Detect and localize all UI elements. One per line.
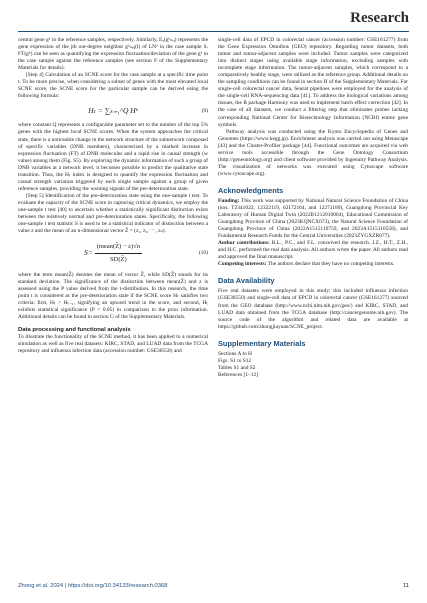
section-heading: Data Availability: [218, 276, 275, 286]
paragraph: Pathway analysis was conducted using the Kyoto Encyclopedia of Genes and Genomes (https://www.kegg.jp). Enrichment analysis was carried out using Metascape [43] and the Cluster-Profiler package [44]. Functional outcomes are acquired via web service tools accessible through the Gene Ontology Consortium (http://geneontology.org) and client software provided by Ingenuity Pathway Analysis. The visualization of networks was executed using Cytoscape software (www.cytoscape.org).: [218, 128, 408, 177]
equation-number: (9): [201, 108, 208, 115]
competing-interests: [218, 261, 408, 268]
section-heading: Data processing and functional analysis: [18, 326, 131, 333]
list-item: Tables S1 and S2: [218, 365, 256, 372]
right-column: [218, 37, 408, 380]
paragraph: where the term mean(Z̃) denotes the mean of vector Z̃, while SD(Z̃) stands for its standard deviation. The significance of the distinction between mean(Z̃) and z is assessed using the P value derived from the t-distribution. In this research, the time point t is considered as the pre-deterioration state if the SCNE score Hₜ satisfies two criteria: first, Hₜ > Hₜ₋₁, signifying an upward trend in the score, and second, Hₜ exhibits statistical significance (P < 0.05) in comparison to the prior information. Additional details can be found in section G of the Supplementary Materials.: [18, 272, 208, 321]
left-column: [18, 37, 208, 355]
footer-citation[interactable]: Zhong et al. 2024 | https://doi.org/10.34133/research.0368: [18, 583, 168, 589]
equation-number: (10): [198, 250, 208, 257]
equation-body: Hₜ = ∑ₖ₌₁^Q Hᵏ: [88, 106, 138, 116]
funding-text: This work was supported by National Natural Science Foundation of China (nos. T2341022, 12322119, 62172164, and 12271180), Guangdong Provincial Key Laboratory of Human Digital Twin (2022B1212010004), Educational Commission of Guangdong Province of China (2023KQNCX073), the Natural Science Foundation of Guangdong Province of China (2022A1515110759, and 2023A1515110558), and Fundamental Research Funds for the Central Universities (2023ZYGXZR077).: [218, 197, 408, 240]
paragraph: [Step 5] Identification of the pre-deterioration state using the one-sample t test. To evaluate the capacity of the SCNE score in capturing critical dynamics, we employ the one-sample t test [40] to ascertain whether a statistically significant distinction exists between the relatively normal and pre-deterioration states. Specifically, the following one-sample t test statistic S is used to be a statistical indicator of distinction between a value z and the mean of an n-dimensional vector Z̃ = (z₁, z₂, ⋯, zₙ).: [18, 192, 208, 235]
contributions-text: R.L., P.C., and F.L. conceived the research. J.Z., H.T., Z.H., and H.C. performed the real data analysis. All authors wrote the paper. All authors read and approved the final manuscript.: [218, 240, 409, 261]
fraction-numerator: (mean(Z̃) − z)√n: [95, 242, 142, 254]
list-item: Figs. S1 to S12: [218, 357, 252, 364]
equation-fraction: [95, 242, 142, 265]
paragraph: Five real datasets were employed in this study; this included influenza infection (GSE30550) and single-cell data of EPCD in colorectal cancer (GSE161277) sourced from the GEO database (http://www.ncbi.nlm.nih.gov/geo/) and KIRC, STAD, and LUAD data obtained from the TCGA database (http://cancergenome.nih.gov). The source code of the algorithm and related data are available at https://github.com/zhongjiayuan/SCNE_project.: [218, 288, 408, 330]
paragraph: where constant Q represents a configurable parameter set to the number of the top 5% genes with the highest local SCNE scores. When the system approaches the critical state, there is a noticeable change in the network structure of the subnetwork composed of specific variables (DNB members), characterized by a marked increase in expression fluctuation (FT) of DNB molecules and a rapid rise in causal strength (w value) among them (Fig. S5). By exploring the dynamic information of such a group of DNB variables at a network level, it becomes possible to predict the qualitative state transition. Thus, the Hₜ index is designed to quantify the expression fluctuation and causal strength variation triggered by each single sample against a group of given reference samples, providing the warning signals of the pre-deterioration state.: [18, 122, 208, 192]
equation-10: [18, 242, 208, 265]
page-footer: [18, 583, 409, 589]
header-rule: [18, 31, 409, 32]
paragraph: [Step 4] Calculation of an SCNE score for the case sample at a specific time point t. To be more precise, when considering a subset of genes with the most elevated local SCNE score, the SCNE score for the particular sample can be derived using the following formula:: [18, 72, 208, 100]
competing-text: The authors declare that they have no competing interests.: [266, 261, 395, 268]
journal-title: Research: [350, 10, 409, 26]
paragraph: To illustrate the functionality of the SCNE method, it has been applied to a numerical simulation as well as five real datasets: KIRC, STAD, and LUAD data from the TCGA repository and influenza infection data (accession number: GSE30550) and: [18, 333, 208, 354]
fraction-denominator: SD(Z̃): [110, 256, 127, 264]
funding-label: Funding:: [218, 197, 240, 204]
competing-label: Competing interests:: [218, 261, 267, 268]
supplementary-list: [218, 351, 408, 380]
section-heading: Acknowledgments: [218, 185, 284, 195]
list-item: Sections A to H: [218, 350, 252, 357]
section-heading: Supplementary Materials: [218, 338, 306, 348]
funding-statement: [218, 198, 408, 240]
author-contributions: [218, 240, 408, 261]
equation-9: [18, 106, 208, 116]
list-item: References [1–12]: [218, 372, 259, 379]
paragraph: central gene gᵏ in the reference samples, respectively. Similarly, Eₓ(gᵏₙₑᵢ) represents the gene expression of the jth out-degree neighbor gᵏₙₑᵢⱼ(l) of LNᵏ in the case sample S. FT(gᵏ) can be seen as quantifying the expression fluctuation/deviation of the gene gᵏ in the case sample against the reference samples (see section F of the Supplementary Materials for details).: [18, 37, 208, 72]
page-number: 11: [402, 583, 409, 589]
paragraph: single-cell data of EPCD in colorectal cancer (accession number: GSE161277) from the Gene Expression Omnibus (GEO) repository. Regarding tumor datasets, both tumor and tumor-adjacent samples were included. Tumor samples were categorized into distinct stages using available stage information, excluding samples with incomplete stage information. The tumor-adjacent samples, which correspond to a comparatively healthy stage, were utilized as the reference group. Additional details on the sampling conditions can be found in section H of the Supplementary Materials. For single-cell colorectal cancer data, Seurat pipelines were employed for the analysis of the single-cell RNA-sequencing data [41]. To address the biological variations among tissues, the R package Harmony was used to implement batch effect correction [42]. In the case of all datasets, we conduct a filtering step that eliminates probes lacking corresponding National Center for Biotechnology Information (NCBI) entrez gene symbols.: [218, 37, 408, 128]
contributions-label: Author contributions:: [218, 240, 270, 247]
equation-lhs: S=: [83, 248, 93, 258]
